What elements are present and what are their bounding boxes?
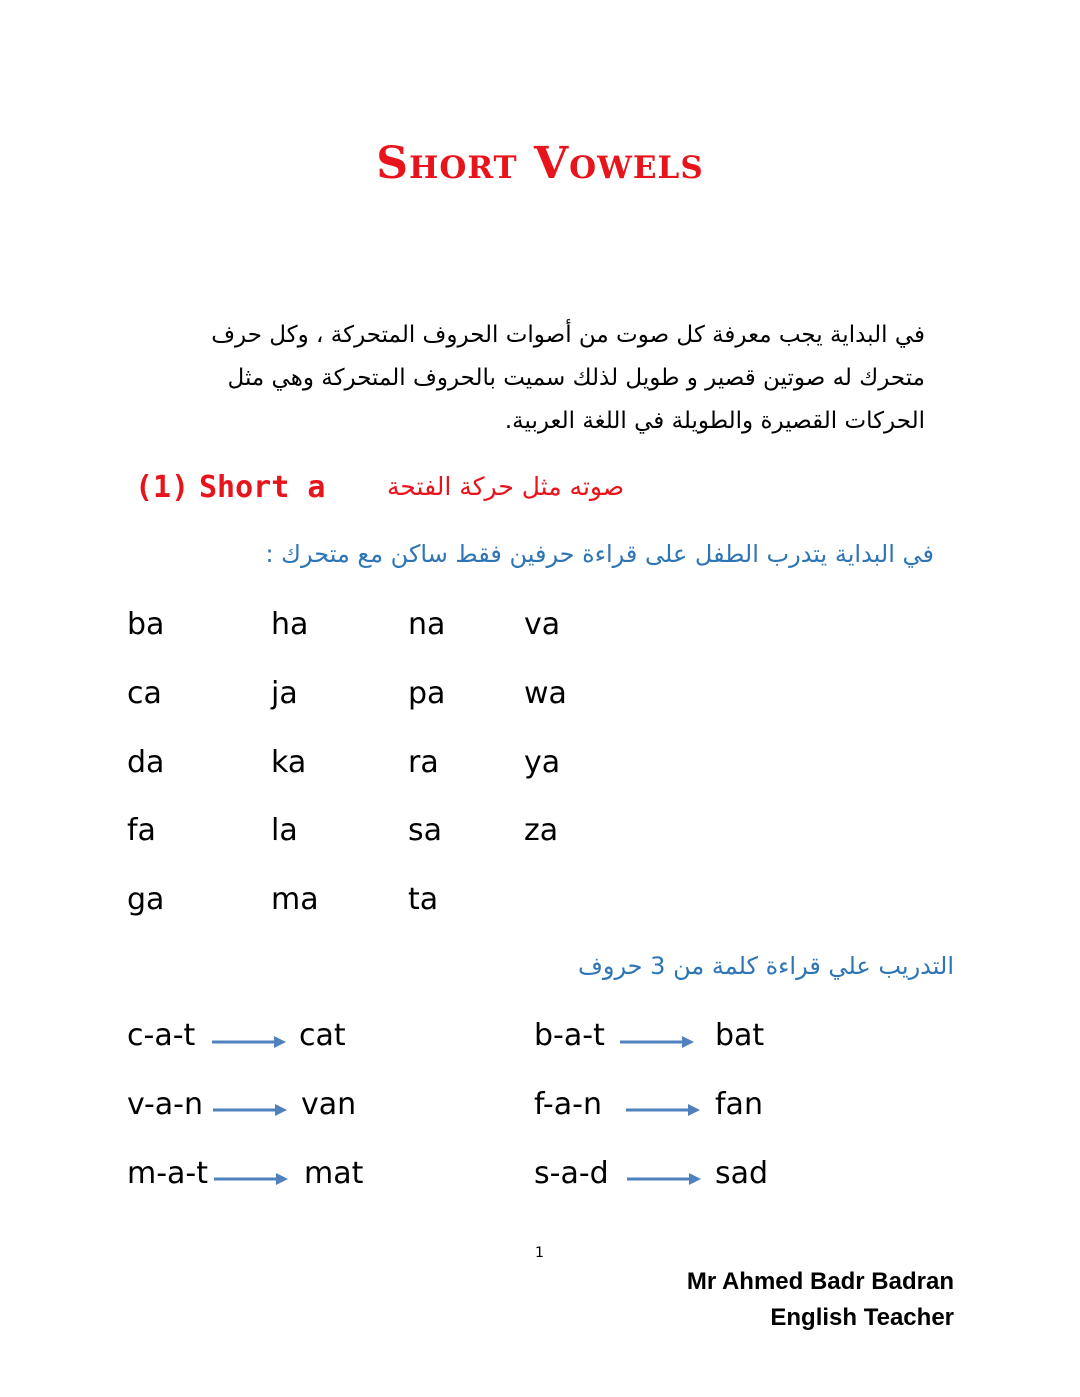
arrow-right-icon [213, 1103, 287, 1117]
blended-word: fan [715, 1087, 763, 1122]
author-name: Mr Ahmed Badr Badran [686, 1268, 954, 1295]
blended-word: cat [299, 1018, 346, 1053]
syllable: pa [408, 676, 446, 711]
syllable: ga [127, 882, 165, 917]
syllable: ka [271, 745, 307, 780]
spelled-word: m-a-t [127, 1156, 209, 1191]
spelled-word: s-a-d [534, 1156, 609, 1191]
page-number: 1 [535, 1245, 544, 1261]
page-title: Short Vowels [376, 138, 704, 189]
syllable: ba [127, 607, 165, 642]
arrow-right-icon [212, 1035, 286, 1049]
blended-word: sad [715, 1156, 769, 1191]
spelled-word: b-a-t [534, 1018, 605, 1053]
syllable: ma [271, 882, 319, 917]
syllable: fa [127, 813, 156, 848]
syllable: la [271, 813, 298, 848]
syllable: ha [271, 607, 309, 642]
arrow-right-icon [627, 1172, 701, 1186]
syllable: ca [127, 676, 162, 711]
syllable: ta [408, 882, 439, 917]
blended-word: bat [715, 1018, 765, 1053]
section-arabic-note: صوته مثل حركة الفتحة [387, 472, 625, 501]
intro-paragraph: في البداية يجب معرفة كل صوت من أصوات الحروف المتحركة ، وكل حرف متحرك له صوتين قصير و طويل لذلك سميت بالحروف المتحركة وهي مثل الحركات القصيرة والطويلة في اللغة العربية. [211, 322, 925, 434]
syllable: va [524, 607, 561, 642]
syllable: ra [408, 745, 439, 780]
arrow-right-icon [214, 1172, 288, 1186]
syllable: wa [524, 676, 567, 711]
spelled-word: f-a-n [534, 1087, 602, 1122]
spelled-word: v-a-n [127, 1087, 203, 1122]
section-name: Short a [199, 470, 326, 505]
blended-word: van [301, 1087, 357, 1122]
syllable: da [127, 745, 165, 780]
syllable: za [524, 813, 559, 848]
author-role: English Teacher [770, 1304, 954, 1331]
arrow-right-icon [620, 1035, 694, 1049]
blended-word: mat [304, 1156, 364, 1191]
syllable: na [408, 607, 446, 642]
spelled-word: c-a-t [127, 1018, 196, 1053]
instruction-three-letters: التدريب علي قراءة كلمة من 3 حروف [577, 952, 954, 980]
section-number: (1) [135, 470, 190, 505]
syllable: ja [271, 676, 298, 711]
syllable: sa [408, 813, 443, 848]
arrow-right-icon [626, 1103, 700, 1117]
syllable: ya [524, 745, 561, 780]
instruction-two-letters: في البداية يتدرب الطفل على قراءة حرفين فقط ساكن مع متحرك : [265, 540, 934, 568]
